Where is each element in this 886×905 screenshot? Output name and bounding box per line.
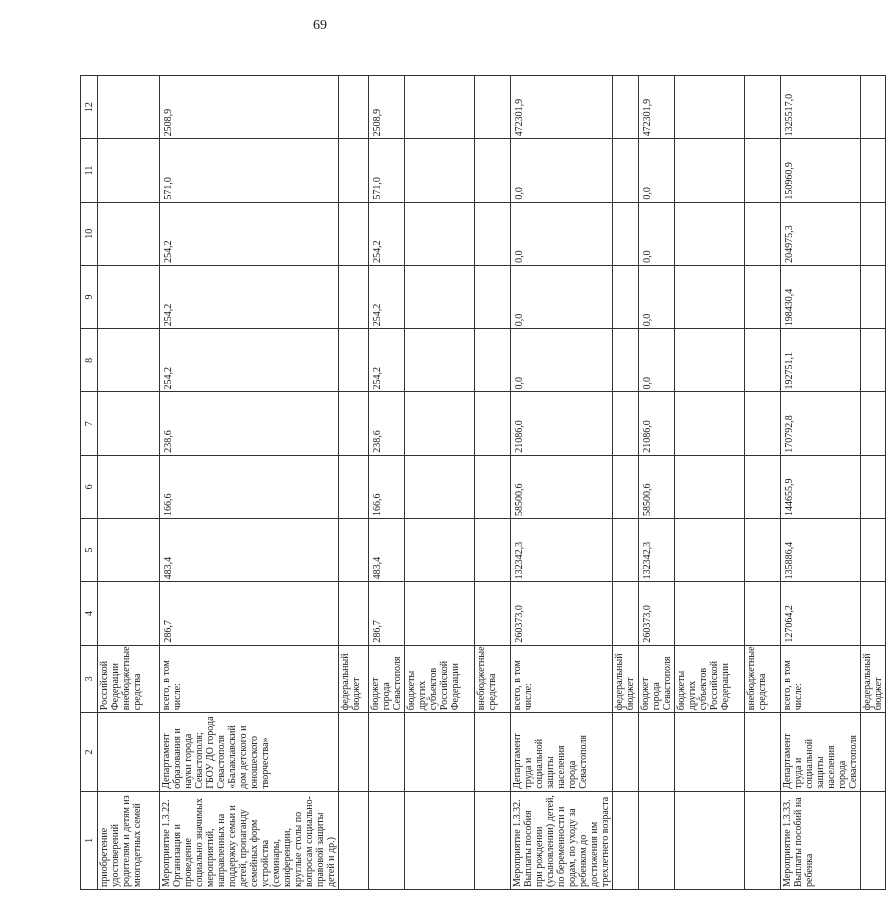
cell-y2017: 127064,2 [781, 582, 861, 645]
page-number: 69 [313, 18, 327, 33]
cell-y2019: 58500,6 [639, 455, 675, 518]
cell-y2021 [339, 329, 369, 392]
cell-y2020 [675, 392, 745, 455]
cell-y2023 [613, 202, 639, 265]
cell-y2018 [475, 519, 511, 582]
cell-activity: приобретение удостоверений родителям и детям из многодетных семей [98, 791, 160, 889]
cell-funding-source: Российской Федерации внебюджетные средства [98, 645, 160, 713]
cell-y2024: 571,0 [369, 139, 405, 202]
cell-y2024 [675, 139, 745, 202]
cell-y2024: 150960,9 [781, 139, 861, 202]
cell-y2022 [405, 265, 475, 328]
cell-y2021 [745, 329, 781, 392]
cell-funding-source: бюджеты других субъектов Российской Федерации [405, 645, 475, 713]
header-cell-5: 5 [81, 519, 98, 582]
cell-y2021 [475, 329, 511, 392]
cell-y2017 [613, 582, 639, 645]
cell-total [675, 76, 745, 139]
cell-funding-source: внебюджетные средства [475, 645, 511, 713]
cell-executor: Департамент труда и социальной защиты населения города Севастополя [511, 713, 613, 792]
cell-y2020 [861, 392, 886, 455]
cell-funding-source: всего, в том числе: [781, 645, 861, 713]
cell-y2019 [405, 455, 475, 518]
cell-y2022 [98, 265, 160, 328]
header-cell-9: 9 [81, 265, 98, 328]
cell-total [475, 76, 511, 139]
cell-y2020 [98, 392, 160, 455]
cell-y2022: 0,0 [639, 265, 675, 328]
cell-y2022 [339, 265, 369, 328]
header-row [81, 76, 98, 890]
cell-y2020: 238,6 [160, 392, 339, 455]
header-cell-11: 11 [81, 139, 98, 202]
cell-y2024 [745, 139, 781, 202]
cell-y2019: 144655,9 [781, 455, 861, 518]
cell-funding-source: федеральный бюджет [339, 645, 369, 713]
cell-y2024: 0,0 [511, 139, 613, 202]
cell-y2019: 166,6 [369, 455, 405, 518]
cell-y2020: 21086,0 [511, 392, 613, 455]
cell-funding-source: бюджеты других субъектов Российской Федерации [675, 645, 745, 713]
cell-y2021: 0,0 [511, 329, 613, 392]
table-row [613, 76, 639, 890]
cell-activity: Мероприятие 1.3.32. Выплаты пособия при рождении (усыновлении) детей, по беременности и родам, по уходу за ребенком до достижения им трехлетнего возраста [511, 791, 613, 889]
cell-y2018 [98, 519, 160, 582]
cell-y2018 [745, 519, 781, 582]
cell-y2017: 286,7 [369, 582, 405, 645]
cell-y2022 [675, 265, 745, 328]
cell-total: 2508,9 [160, 76, 339, 139]
cell-total [745, 76, 781, 139]
cell-y2023: 0,0 [511, 202, 613, 265]
cell-executor [475, 713, 511, 792]
cell-activity [475, 791, 511, 889]
cell-y2024 [861, 139, 886, 202]
cell-funding-source: бюджет города Севастополя [369, 645, 405, 713]
table-row [369, 76, 405, 890]
cell-y2021: 254,2 [369, 329, 405, 392]
cell-activity [639, 791, 675, 889]
table-row [781, 76, 861, 890]
cell-y2023: 254,2 [369, 202, 405, 265]
cell-y2017 [405, 582, 475, 645]
cell-total [98, 76, 160, 139]
cell-y2017 [861, 582, 886, 645]
cell-total [339, 76, 369, 139]
cell-y2020: 238,6 [369, 392, 405, 455]
cell-y2023 [339, 202, 369, 265]
cell-y2021 [675, 329, 745, 392]
header-cell-6: 6 [81, 455, 98, 518]
cell-y2020 [405, 392, 475, 455]
cell-y2021 [613, 329, 639, 392]
cell-executor: Департамент образования и науки города Севастополя; ГБОУ ДО города Севастополя «Балаклавский дом детского и юношеского творчества» [160, 713, 339, 792]
cell-y2024 [405, 139, 475, 202]
table-body [81, 76, 886, 890]
cell-y2018 [405, 519, 475, 582]
cell-y2022 [613, 265, 639, 328]
cell-funding-source: всего, в том числе: [160, 645, 339, 713]
cell-y2021: 192751,1 [781, 329, 861, 392]
cell-y2017 [475, 582, 511, 645]
cell-y2023: 0,0 [639, 202, 675, 265]
cell-y2018 [861, 519, 886, 582]
table-row [475, 76, 511, 890]
cell-y2023 [475, 202, 511, 265]
cell-y2017 [98, 582, 160, 645]
cell-y2020 [339, 392, 369, 455]
header-cell-7: 7 [81, 392, 98, 455]
cell-total: 472301,9 [639, 76, 675, 139]
table-row [675, 76, 745, 890]
cell-y2018: 483,4 [160, 519, 339, 582]
cell-y2023 [675, 202, 745, 265]
cell-y2024: 571,0 [160, 139, 339, 202]
cell-total [861, 76, 886, 139]
cell-activity [613, 791, 639, 889]
header-cell-3: 3 [81, 645, 98, 713]
table-row [511, 76, 613, 890]
cell-y2023 [745, 202, 781, 265]
cell-funding-source: федеральный бюджет [613, 645, 639, 713]
cell-y2022 [861, 265, 886, 328]
cell-y2018: 135886,4 [781, 519, 861, 582]
cell-total: 2508,9 [369, 76, 405, 139]
header-cell-12: 12 [81, 76, 98, 139]
cell-executor [405, 713, 475, 792]
cell-y2024 [339, 139, 369, 202]
table-row [639, 76, 675, 890]
cell-y2022: 254,2 [160, 265, 339, 328]
cell-y2023 [98, 202, 160, 265]
cell-y2018: 132342,3 [511, 519, 613, 582]
cell-activity [675, 791, 745, 889]
table-row [745, 76, 781, 890]
cell-activity [405, 791, 475, 889]
cell-y2022: 198430,4 [781, 265, 861, 328]
cell-total [405, 76, 475, 139]
cell-executor [675, 713, 745, 792]
cell-y2019 [613, 455, 639, 518]
cell-activity [339, 791, 369, 889]
cell-y2024: 0,0 [639, 139, 675, 202]
cell-activity: Мероприятие 1.3.22. Организация и проведение социально значимых мероприятий, направленных на поддержку семьи и детей, пропаганду семейных форм устройства (семинары, конференции, круглые столы по вопросам социально-правовой защиты детей и др.) [160, 791, 339, 889]
cell-y2024 [613, 139, 639, 202]
cell-activity [369, 791, 405, 889]
cell-y2017 [745, 582, 781, 645]
header-cell-2: 2 [81, 713, 98, 792]
cell-y2020 [613, 392, 639, 455]
cell-y2022 [745, 265, 781, 328]
cell-y2018: 483,4 [369, 519, 405, 582]
cell-total: 1325517,0 [781, 76, 861, 139]
cell-executor [639, 713, 675, 792]
table-row [861, 76, 886, 890]
cell-y2017 [675, 582, 745, 645]
cell-y2018 [675, 519, 745, 582]
cell-y2024 [98, 139, 160, 202]
cell-total [613, 76, 639, 139]
cell-funding-source: бюджет города Севастополя [639, 645, 675, 713]
cell-activity [861, 791, 886, 889]
cell-executor [861, 713, 886, 792]
header-cell-4: 4 [81, 582, 98, 645]
cell-y2022 [475, 265, 511, 328]
table-row [339, 76, 369, 890]
cell-y2019 [475, 455, 511, 518]
cell-y2023: 204975,3 [781, 202, 861, 265]
cell-y2021 [98, 329, 160, 392]
table-row [98, 76, 160, 890]
cell-funding-source: федеральный бюджет [861, 645, 886, 713]
cell-y2024 [475, 139, 511, 202]
cell-y2020 [745, 392, 781, 455]
cell-executor [745, 713, 781, 792]
cell-y2019 [98, 455, 160, 518]
cell-y2020 [475, 392, 511, 455]
cell-activity: Мероприятие 1.3.33. Выплаты пособий на ребенка [781, 791, 861, 889]
cell-executor [98, 713, 160, 792]
cell-executor [613, 713, 639, 792]
cell-y2022: 254,2 [369, 265, 405, 328]
cell-total: 472301,9 [511, 76, 613, 139]
cell-y2021 [405, 329, 475, 392]
cell-y2019: 166,6 [160, 455, 339, 518]
cell-y2019 [861, 455, 886, 518]
cell-y2018: 132342,3 [639, 519, 675, 582]
header-cell-8: 8 [81, 329, 98, 392]
cell-y2019 [339, 455, 369, 518]
cell-y2021: 0,0 [639, 329, 675, 392]
cell-y2017 [339, 582, 369, 645]
cell-y2023: 254,2 [160, 202, 339, 265]
table-row [160, 76, 339, 890]
cell-executor [339, 713, 369, 792]
header-cell-10: 10 [81, 202, 98, 265]
cell-y2019 [675, 455, 745, 518]
cell-funding-source: внебюджетные средства [745, 645, 781, 713]
cell-executor [369, 713, 405, 792]
cell-y2017: 286,7 [160, 582, 339, 645]
cell-y2023 [861, 202, 886, 265]
table-row [405, 76, 475, 890]
header-cell-1: 1 [81, 791, 98, 889]
cell-y2019 [745, 455, 781, 518]
budget-table [80, 75, 886, 890]
cell-executor: Департамент труда и социальной защиты населения города Севастополя [781, 713, 861, 792]
cell-y2020: 21086,0 [639, 392, 675, 455]
cell-funding-source: всего, в том числе: [511, 645, 613, 713]
cell-y2018 [339, 519, 369, 582]
cell-y2021: 254,2 [160, 329, 339, 392]
rotated-table-container [80, 75, 884, 890]
cell-y2017: 260373,0 [639, 582, 675, 645]
cell-y2021 [861, 329, 886, 392]
cell-activity [745, 791, 781, 889]
cell-y2018 [613, 519, 639, 582]
cell-y2023 [405, 202, 475, 265]
cell-y2019: 58500,6 [511, 455, 613, 518]
cell-y2017: 260373,0 [511, 582, 613, 645]
cell-y2022: 0,0 [511, 265, 613, 328]
cell-y2020: 170792,8 [781, 392, 861, 455]
